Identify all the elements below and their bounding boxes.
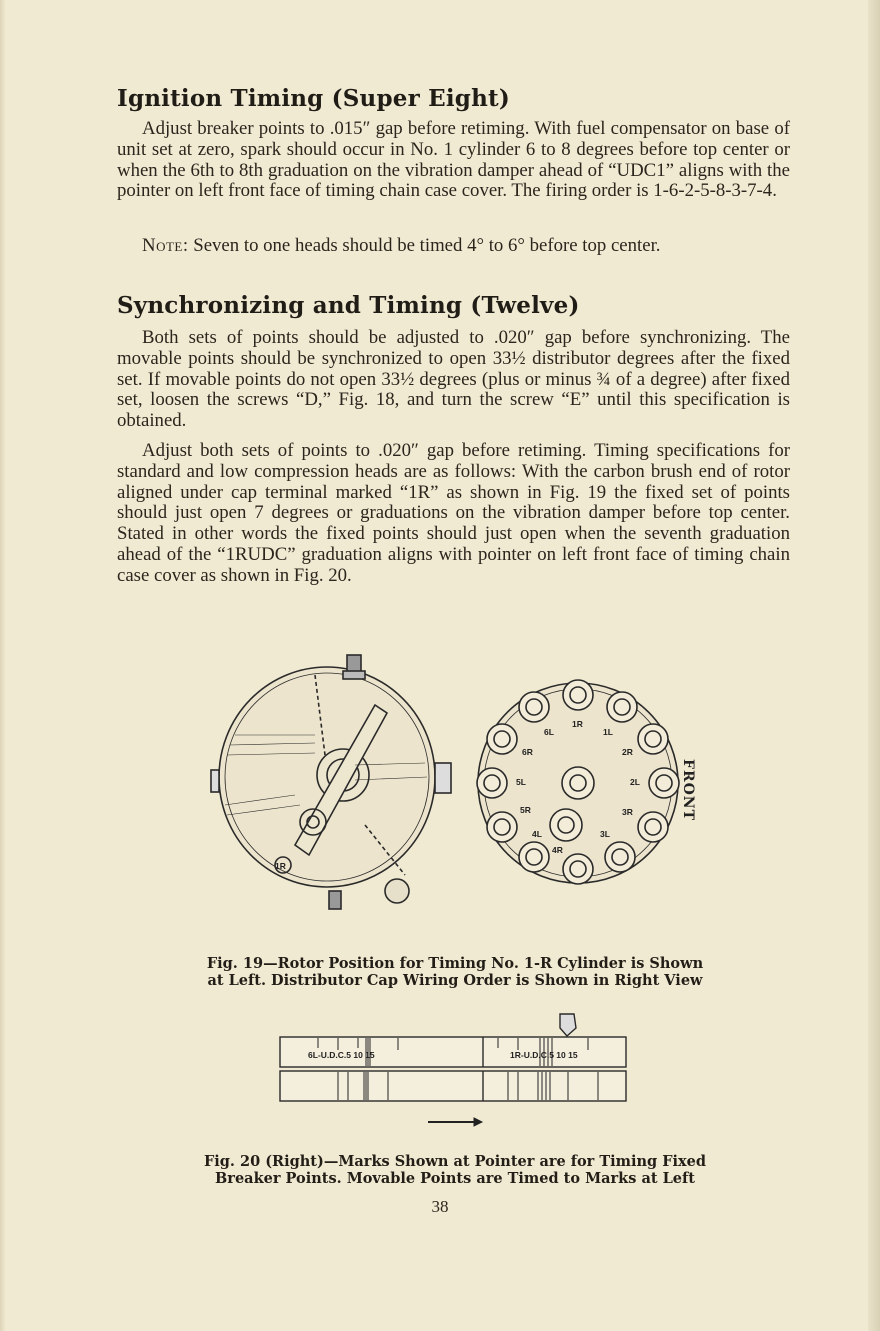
heading-ignition-timing: Ignition Timing (Super Eight) xyxy=(117,85,510,112)
fig19-distributor-cap-drawing xyxy=(470,675,710,890)
cap-terminal-label: 5R xyxy=(520,805,531,815)
cap-terminal-label: 4R xyxy=(552,845,563,855)
page-left-edge xyxy=(0,0,6,1331)
note-paragraph xyxy=(117,236,790,257)
cap-terminal-label: 1R xyxy=(572,719,583,729)
rotor-label: 1R xyxy=(275,861,286,871)
heading-synchronizing: Synchronizing and Timing (Twelve) xyxy=(117,292,580,319)
paragraph-synchronizing-1: Both sets of points should be adjusted to .020″ gap before synchronizing. The movable points should be synchronized to open 33½ distributor degrees after the fixed set. If movable points do not open 33½ degrees (plus or minus ¾ of a degree) after fixed set, loosen the screws “D,” Fig. 18, and turn the screw “E” until this specification is obtained. xyxy=(117,327,790,432)
fig20-caption-line-1: Fig. 20 (Right)—Marks Shown at Pointer are for Timing Fixed xyxy=(203,1153,707,1170)
fig19-rotor-drawing xyxy=(205,645,465,925)
paragraph-synchronizing-2: Adjust both sets of points to .020″ gap before retiming. Timing specifications for standard and low compression heads are as follows: With the carbon brush end of rotor aligned under cap terminal marked “1R” as shown in Fig. 19 the fixed set of points should just open 7 degrees or graduations on the vibration damper before top center. Stated in other words the fixed points should just open when the seventh graduation ahead of the “1RUDC” graduation aligns with pointer on left front face of timing chain case cover as shown in Fig. 20. xyxy=(117,440,790,586)
cap-terminal-label: 3R xyxy=(622,807,633,817)
cap-terminal-label: 2R xyxy=(622,747,633,757)
cap-terminal-label: 4L xyxy=(532,829,542,839)
cap-terminal-label: 2L xyxy=(630,777,640,787)
fig20-caption-line-2: Breaker Points. Movable Points are Timed to Marks at Left xyxy=(215,1170,695,1187)
fig20-right-marks: 1R-U.D.C.5 10 15 xyxy=(510,1050,578,1060)
cap-terminal-label: 5L xyxy=(516,777,526,787)
fig20-caption xyxy=(150,1153,760,1187)
fig19-caption xyxy=(150,955,760,989)
cap-terminal-label: 1L xyxy=(603,727,613,737)
cap-terminal-label: 6L xyxy=(544,727,554,737)
fig19-caption-line-2: at Left. Distributor Cap Wiring Order is Shown in Right View xyxy=(207,972,703,989)
page-right-edge xyxy=(868,0,880,1331)
front-label: FRONT xyxy=(680,759,696,821)
note-text: Seven to one heads should be timed 4° to 6° before top center. xyxy=(188,235,661,256)
cap-terminal-label: 3L xyxy=(600,829,610,839)
fig20-left-marks: 6L-U.D.C.5 10 15 xyxy=(308,1050,375,1060)
page-number: 38 xyxy=(431,1197,449,1216)
cap-terminal-label: 6R xyxy=(522,747,533,757)
fig19-caption-line-1: Fig. 19—Rotor Position for Timing No. 1-R Cylinder is Shown xyxy=(206,955,704,972)
note-label: Note: xyxy=(142,235,189,256)
paragraph-ignition-timing: Adjust breaker points to .015″ gap before retiming. With fuel compensator on base of unit set at zero, spark should occur in No. 1 cylinder 6 to 8 degrees before top center or when the 6th to 8th graduation on the vibration damper ahead of “UDC1” aligns with the pointer on left front face of timing chain case cover. The firing order is 1-6-2-5-8-3-7-4. xyxy=(117,118,790,202)
fig20-timing-marks-drawing xyxy=(278,1010,630,1130)
